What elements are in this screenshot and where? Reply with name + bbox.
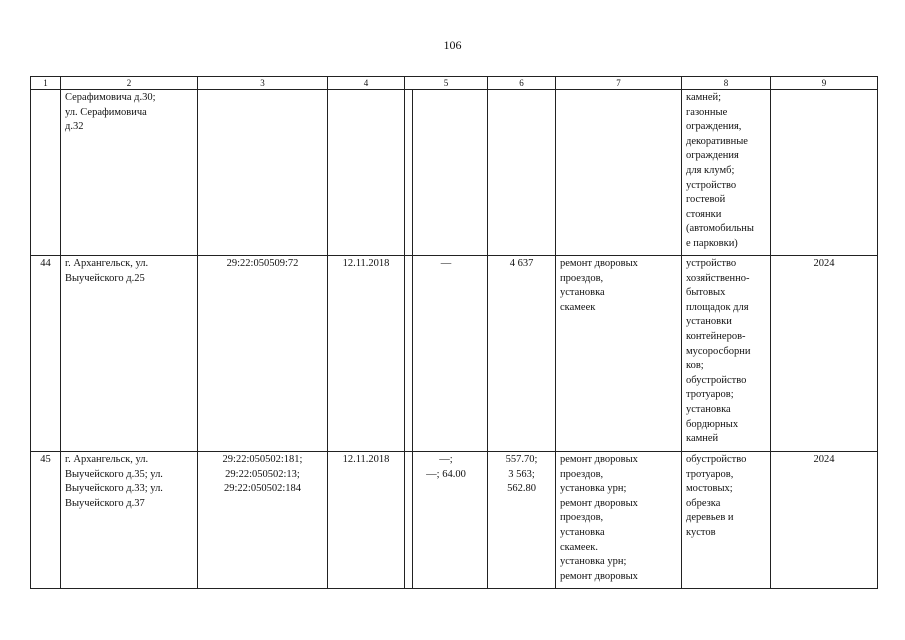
header-cell: 5 bbox=[405, 77, 488, 90]
table-row bbox=[31, 452, 878, 589]
data-table bbox=[30, 76, 878, 589]
col5-cell bbox=[405, 90, 488, 256]
year-cell: 2024 bbox=[771, 256, 878, 452]
header-cell: 2 bbox=[61, 77, 198, 90]
header-cell: 3 bbox=[198, 77, 328, 90]
row-number: 45 bbox=[31, 452, 61, 589]
address-cell: г. Архангельск, ул. Выучейского д.25 bbox=[61, 256, 198, 452]
area-cell: 4 637 bbox=[488, 256, 556, 452]
col5-cell bbox=[405, 452, 488, 589]
inner-rule bbox=[412, 256, 413, 452]
col5-text: —; —; 64.00 bbox=[426, 454, 466, 480]
inner-rule bbox=[412, 90, 413, 256]
header-cell: 6 bbox=[488, 77, 556, 90]
table-row bbox=[31, 90, 878, 256]
works-cell bbox=[556, 90, 682, 256]
date-cell: 12.11.2018 bbox=[328, 452, 405, 589]
works-extra-cell: обустройство тротуаров, мостовых; обрезка деревьев и кустов bbox=[682, 452, 771, 589]
col5-text: — bbox=[440, 258, 452, 269]
col5-cell bbox=[405, 256, 488, 452]
cadastral-cell: 29:22:050502:181; 29:22:050502:13; 29:22:050502:184 bbox=[198, 452, 328, 589]
header-cell: 7 bbox=[556, 77, 682, 90]
header-cell: 9 bbox=[771, 77, 878, 90]
works-extra-cell: устройство хозяйственно- бытовых площадок для установки контейнеров- мусоросборни ков; обустройство тротуаров; установка бордюрных камней bbox=[682, 256, 771, 452]
area-cell: 557.70; 3 563; 562.80 bbox=[488, 452, 556, 589]
page-number: 106 bbox=[443, 38, 462, 52]
year-cell bbox=[771, 90, 878, 256]
address-cell: Серафимовича д.30; ул. Серафимовича д.32 bbox=[61, 90, 198, 256]
address-cell: г. Архангельск, ул. Выучейского д.35; ул. Выучейского д.33; ул. Выучейского д.37 bbox=[61, 452, 198, 589]
header-cell: 1 bbox=[31, 77, 61, 90]
table-row bbox=[31, 256, 878, 452]
date-cell bbox=[328, 90, 405, 256]
date-cell: 12.11.2018 bbox=[328, 256, 405, 452]
year-cell: 2024 bbox=[771, 452, 878, 589]
header-row bbox=[31, 77, 878, 90]
row-number: 44 bbox=[31, 256, 61, 452]
header-cell: 8 bbox=[682, 77, 771, 90]
inner-rule bbox=[412, 452, 413, 589]
row-number bbox=[31, 90, 61, 256]
works-cell: ремонт дворовых проездов, установка скамеек bbox=[556, 256, 682, 452]
works-extra-cell: камней; газонные ограждения, декоративные ограждения для клумб; устройство гостевой стоянки (автомобильны е парковки) bbox=[682, 90, 771, 256]
works-cell: ремонт дворовых проездов, установка урн; ремонт дворовых проездов, установка скамеек. установка урн; ремонт дворовых bbox=[556, 452, 682, 589]
header-cell: 4 bbox=[328, 77, 405, 90]
area-cell bbox=[488, 90, 556, 256]
cadastral-cell: 29:22:050509:72 bbox=[198, 256, 328, 452]
cadastral-cell bbox=[198, 90, 328, 256]
